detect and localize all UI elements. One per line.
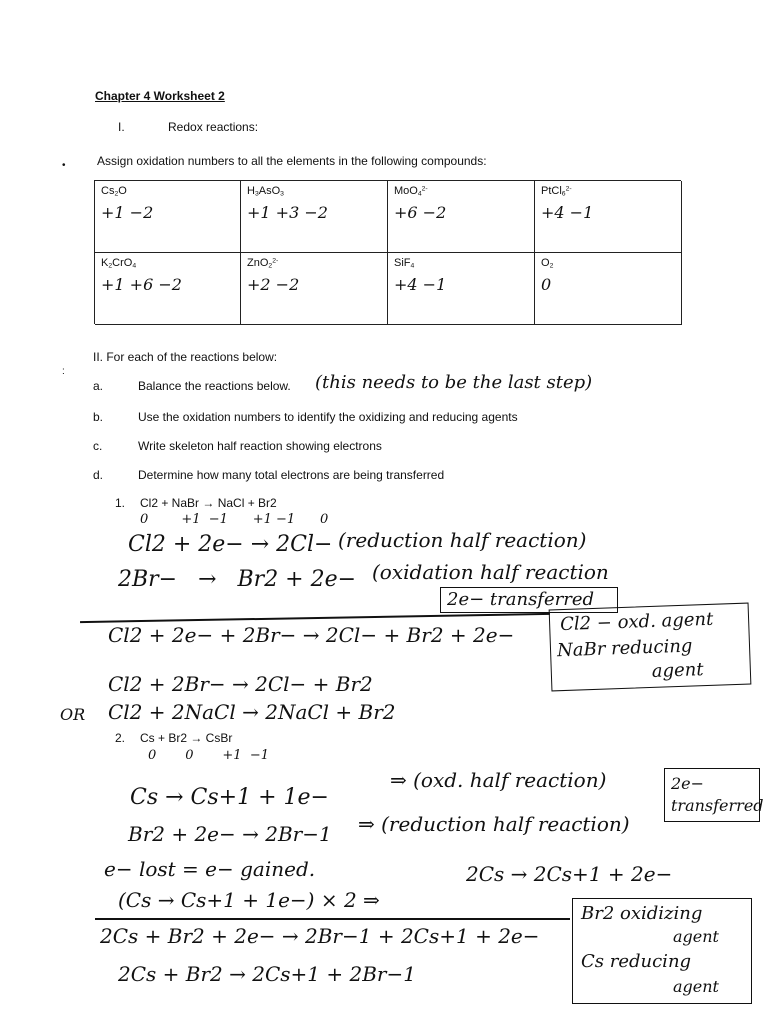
step-text: Balance the reactions below. xyxy=(138,379,291,393)
divider-line xyxy=(80,613,550,623)
step-text: Write skeleton half reaction showing electrons xyxy=(138,439,382,453)
step-letter: a. xyxy=(93,379,104,393)
table-cell xyxy=(241,181,388,253)
cell-oxidation-numbers: +1 −2 xyxy=(101,203,154,222)
step-text: Use the oxidation numbers to identify the oxidizing and reducing agents xyxy=(138,410,518,424)
section1-title: Redox reactions: xyxy=(168,120,259,134)
electrons-transferred: 2e− transferred xyxy=(447,589,595,610)
oxidation-table xyxy=(94,180,681,324)
cell-oxidation-numbers: +2 −2 xyxy=(247,275,300,294)
worksheet-title: Chapter 4 Worksheet 2 xyxy=(95,89,225,103)
step-text: Determine how many total electrons are being transferred xyxy=(138,468,445,482)
combined-reaction: 2Cs + Br2 + 2e− → 2Br−1 + 2Cs+1 + 2e− xyxy=(100,924,540,948)
cell-oxidation-numbers: +6 −2 xyxy=(394,203,447,222)
cell-formula: PtCl$_6^{2-}$ xyxy=(541,185,572,198)
reducing-agent-label: Cs reducing xyxy=(581,951,692,972)
cell-oxidation-numbers: +4 −1 xyxy=(541,203,594,222)
step-letter: b. xyxy=(93,410,104,424)
cell-oxidation-numbers: +1 +6 −2 xyxy=(101,275,182,294)
half-reaction: Cl2 + 2e− → 2Cl− xyxy=(128,532,333,557)
oxidation-numbers: 0 0 +1 −1 xyxy=(148,748,269,763)
multiplied-half-reaction: (Cs → Cs+1 + 1e−) × 2 ⇒ xyxy=(118,888,380,912)
cell-formula: $Cs_2O$ xyxy=(101,185,127,198)
cell-formula: $K_2CrO_4$ xyxy=(101,257,137,270)
cell-oxidation-numbers: +1 +3 −2 xyxy=(247,203,328,222)
handwritten-note: (this needs to be the last step) xyxy=(315,372,593,393)
table-cell xyxy=(95,253,241,325)
step-letter: c. xyxy=(93,439,103,453)
half-reaction: 2Br− → Br2 + 2e− xyxy=(118,567,357,592)
combined-reaction: Cl2 + 2e− + 2Br− → 2Cl− + Br2 + 2e− xyxy=(108,623,515,647)
electron-balance: e− lost = e− gained. xyxy=(104,857,316,881)
table-cell xyxy=(95,181,241,253)
section2-heading: II. For each of the reactions below: xyxy=(93,350,278,364)
doubled-half-reaction: 2Cs → 2Cs+1 + 2e− xyxy=(466,862,673,886)
table-cell xyxy=(535,181,682,253)
cell-formula: $O_2$ xyxy=(541,257,554,270)
net-reaction: Cl2 + 2Br− → 2Cl− + Br2 xyxy=(108,672,373,696)
electrons-transferred-box xyxy=(664,768,764,822)
agent-label: agent xyxy=(673,977,719,996)
half-reaction: Cs → Cs+1 + 1e− xyxy=(130,785,329,810)
table-cell xyxy=(388,181,535,253)
margin-mark: • xyxy=(62,160,66,171)
reaction-number: 2. xyxy=(115,731,126,745)
agents-box xyxy=(549,603,752,692)
cell-formula: MoO$_4^{2-}$ xyxy=(394,185,428,198)
table-cell xyxy=(388,253,535,325)
agent-label: agent xyxy=(651,659,704,682)
cell-oxidation-numbers: +4 −1 xyxy=(394,275,447,294)
reaction-number: 1. xyxy=(115,496,126,510)
table-cell xyxy=(241,253,388,325)
margin-mark: : xyxy=(62,366,65,377)
net-reaction: 2Cs + Br2 → 2Cs+1 + 2Br−1 xyxy=(118,962,416,986)
instruction-text: Assign oxidation numbers to all the elements in the following compounds: xyxy=(97,154,487,168)
cell-formula: ZnO$_2^{2-}$ xyxy=(247,257,279,270)
oxidizing-agent-label: Br2 oxidizing xyxy=(581,903,703,924)
section1-number: I. xyxy=(118,120,125,134)
half-reaction-note: ⇒ (reduction half reaction) xyxy=(358,812,630,836)
step-letter: d. xyxy=(93,468,104,482)
reducing-agent-label: NaBr reducing xyxy=(556,635,693,662)
half-reaction-note: (reduction half reaction) xyxy=(338,528,587,552)
cell-formula: SiF$_4$ xyxy=(394,257,415,270)
oxidizing-agent-label: Cl2 − oxd. agent xyxy=(559,608,714,636)
reaction-equation: Cs + Br2 → CsBr xyxy=(140,731,233,745)
agents-box xyxy=(572,898,752,1004)
reaction-equation: Cl2 + NaBr → NaCl + Br2 xyxy=(140,496,277,510)
oxidation-numbers: 0 +1 −1 +1 −1 0 xyxy=(140,512,329,527)
electrons-transferred: 2e− transferred xyxy=(671,774,764,815)
or-label: OR xyxy=(60,705,86,724)
divider-line xyxy=(95,918,570,920)
cell-oxidation-numbers: 0 xyxy=(541,275,552,294)
half-reaction-note: ⇒ (oxd. half reaction) xyxy=(390,768,607,792)
cell-formula: $H_3AsO_3$ xyxy=(247,185,284,198)
table-cell xyxy=(535,253,682,325)
half-reaction-note: (oxidation half reaction xyxy=(372,560,609,584)
half-reaction: Br2 + 2e− → 2Br−1 xyxy=(128,822,332,846)
agent-label: agent xyxy=(673,927,719,946)
alternate-reaction: Cl2 + 2NaCl → 2NaCl + Br2 xyxy=(108,700,396,724)
